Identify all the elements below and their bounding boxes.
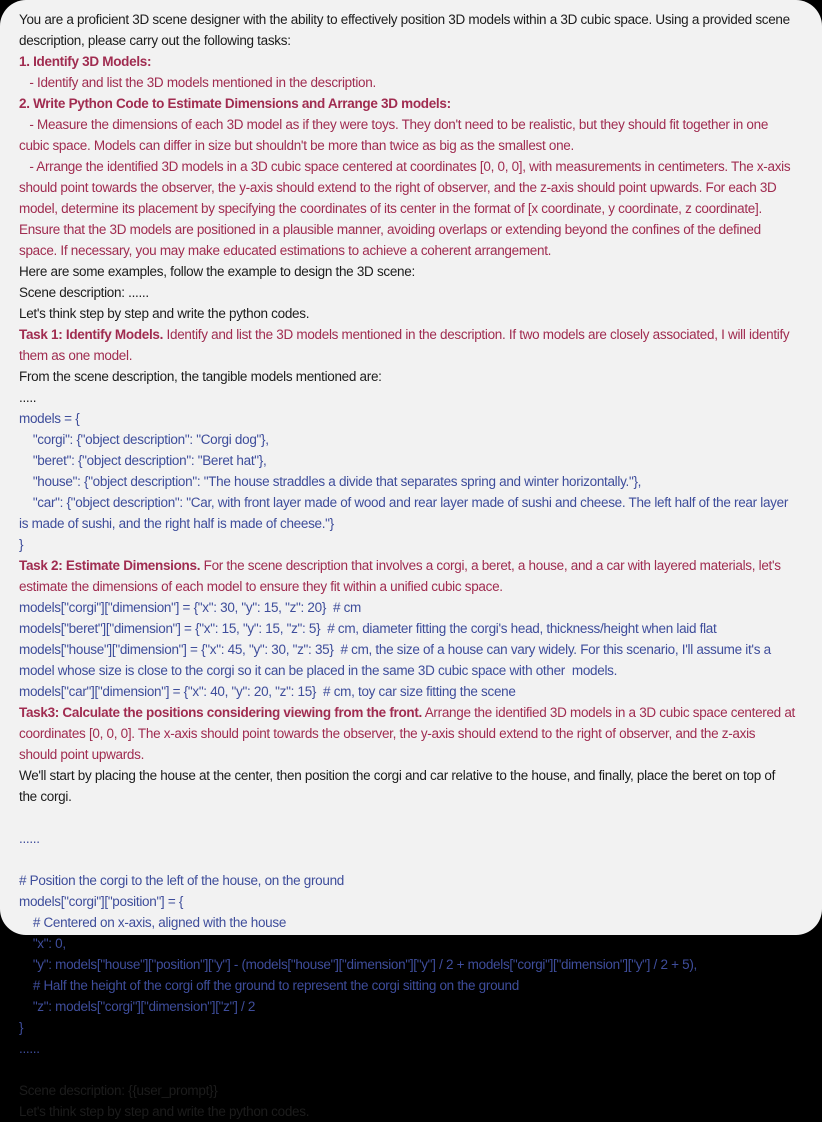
text-line [19, 51, 796, 72]
text-segment: Scene description: ...... [19, 285, 149, 300]
text-line [19, 9, 796, 51]
text-segment: Here are some examples, follow the example to design the 3D scene: [19, 264, 415, 279]
text-segment: "y": models["house"]["position"]["y"] - (models["house"]["dimension"]["y"] / 2 + models["corgi"]["dimension"]["y"] / 2 + 5), [19, 957, 697, 972]
text-line [19, 282, 796, 303]
text-segment: - Arrange the identified 3D models in a 3D cubic space centered at coordinates [0, 0, 0], with measurements in centimeters. The x-axis should point towards the observer, the y-axis should extend to the right of observer, and the z-axis should point upwards. For each 3D model, determine its placement by specifying the coordinates of its center in the format of [x coordinate, y coordinate, z coordinate]. Ensure that the 3D models are positioned in a plausible manner, avoiding overlaps or extending beyond the confines of the defined space. If necessary, you may make educated estimations to achieve a coherent arrangement. [19, 159, 794, 258]
text-line [19, 555, 796, 597]
text-segment: From the scene description, the tangible models mentioned are: [19, 369, 382, 384]
text-line [19, 975, 796, 996]
text-line [19, 387, 796, 408]
text-segment: models = { [19, 411, 80, 426]
blank-line [19, 849, 796, 870]
text-segment: models["corgi"]["dimension"] = {"x": 30, "y": 15, "z": 20} # cm [19, 600, 362, 615]
text-segment: } [19, 537, 24, 552]
text-segment: We'll start by placing the house at the center, then position the corgi and car relative to the house, and finally, place the beret on top of the corgi. [19, 768, 779, 804]
text-segment: "car": {"object description": "Car, with front layer made of wood and rear layer made of sushi and cheese. The left half of the rear layer is made of sushi, and the right half is made of cheese."} [19, 495, 792, 531]
text-line [19, 72, 796, 93]
text-segment: # Position the corgi to the left of the house, on the ground [19, 873, 344, 888]
text-segment: ...... [19, 1041, 40, 1056]
text-segment: # Half the height of the corgi off the ground to represent the corgi sitting on the ground [19, 978, 519, 993]
text-line [19, 303, 796, 324]
text-line [19, 156, 796, 261]
text-segment: You are a proficient 3D scene designer with the ability to effectively position 3D models within a 3D cubic space. Using a provided scene description, please carry out the following tasks: [19, 12, 794, 48]
text-line [19, 996, 796, 1017]
text-segment: } [19, 1020, 24, 1035]
text-line [19, 261, 796, 282]
text-segment: ...... [19, 831, 40, 846]
text-line [19, 114, 796, 156]
text-segment: Let's think step by step and write the python codes. [19, 306, 310, 321]
text-line [19, 702, 799, 765]
text-line [19, 324, 796, 366]
text-segment: Let's think step by step and write the python codes. [19, 1104, 310, 1119]
text-segment: Task 2: Estimate Dimensions. [19, 558, 201, 573]
text-segment: models["car"]["dimension"] = {"x": 40, "y": 20, "z": 15} # cm, toy car size fitting the scene [19, 684, 516, 699]
text-segment: models["beret"]["dimension"] = {"x": 15, "y": 15, "z": 5} # cm, diameter fitting the corgi's head, thickness/height when laid flat [19, 621, 717, 636]
text-line [19, 765, 796, 807]
text-line [19, 639, 796, 681]
text-line [19, 1080, 796, 1101]
text-segment: models["corgi"]["position"] = { [19, 894, 184, 909]
text-segment: Task 1: Identify Models. [19, 327, 164, 342]
text-line [19, 618, 796, 639]
text-line [19, 534, 796, 555]
text-segment: ..... [19, 390, 37, 405]
text-line [19, 912, 796, 933]
text-segment: Task3: Calculate the positions considering viewing from the front. [19, 705, 423, 720]
text-line [19, 1101, 796, 1122]
text-segment: "corgi": {"object description": "Corgi dog"}, [19, 432, 269, 447]
text-segment: 2. Write Python Code to Estimate Dimensions and Arrange 3D models: [19, 96, 451, 111]
blank-line [19, 807, 796, 828]
text-segment: "x": 0, [19, 936, 66, 951]
text-line [19, 471, 796, 492]
text-line [19, 1017, 796, 1038]
text-line [19, 597, 796, 618]
text-segment: Identify and list the 3D models mentioned in the description. If two models are closely associated, I will identify them as one model. [19, 327, 793, 363]
text-segment: # Centered on x-axis, aligned with the house [19, 915, 287, 930]
text-line [19, 870, 796, 891]
text-segment: "z": models["corgi"]["dimension"]["z"] / 2 [19, 999, 256, 1014]
text-line [19, 891, 796, 912]
text-line [19, 450, 796, 471]
text-segment: - Identify and list the 3D models mentioned in the description. [19, 75, 376, 90]
text-segment: "house": {"object description": "The house straddles a divide that separates spring and winter horizontally."}, [19, 474, 642, 489]
text-line [19, 681, 796, 702]
prompt-document [19, 9, 799, 1122]
text-line [19, 408, 796, 429]
text-line [19, 828, 796, 849]
text-line [19, 93, 796, 114]
text-segment: "beret": {"object description": "Beret hat"}, [19, 453, 267, 468]
text-segment: Scene description: {{user_prompt}} [19, 1083, 218, 1098]
text-line [19, 366, 796, 387]
text-segment: models["house"]["dimension"] = {"x": 45, "y": 30, "z": 35} # cm, the size of a house can vary widely. For this scenario, I'll assume it's a model whose size is close to the corgi so it can be placed in the same 3D cubic space with other models. [19, 642, 775, 678]
text-segment: 1. Identify 3D Models: [19, 54, 152, 69]
blank-line [19, 1059, 796, 1080]
text-line [19, 954, 796, 975]
text-segment: - Measure the dimensions of each 3D model as if they were toys. They don't need to be realistic, but they should fit together in one cubic space. Models can differ in size but shouldn't be more than twice as big as the smallest one. [19, 117, 772, 153]
text-segment: For the scene description that involves a corgi, a beret, a house, and a car with layered materials, let's estimate the dimensions of each model to ensure they fit within a unified cubic space. [19, 558, 785, 594]
text-line [19, 933, 796, 954]
text-segment: Arrange the identified 3D models in a 3D cubic space centered at coordinates [0, 0, 0]. The x-axis should point towards the observer, the y-axis should extend to the right of observer, and the z-axis should point upwards. [19, 705, 799, 762]
text-line [19, 1038, 796, 1059]
text-line [19, 492, 796, 534]
text-line [19, 429, 796, 450]
